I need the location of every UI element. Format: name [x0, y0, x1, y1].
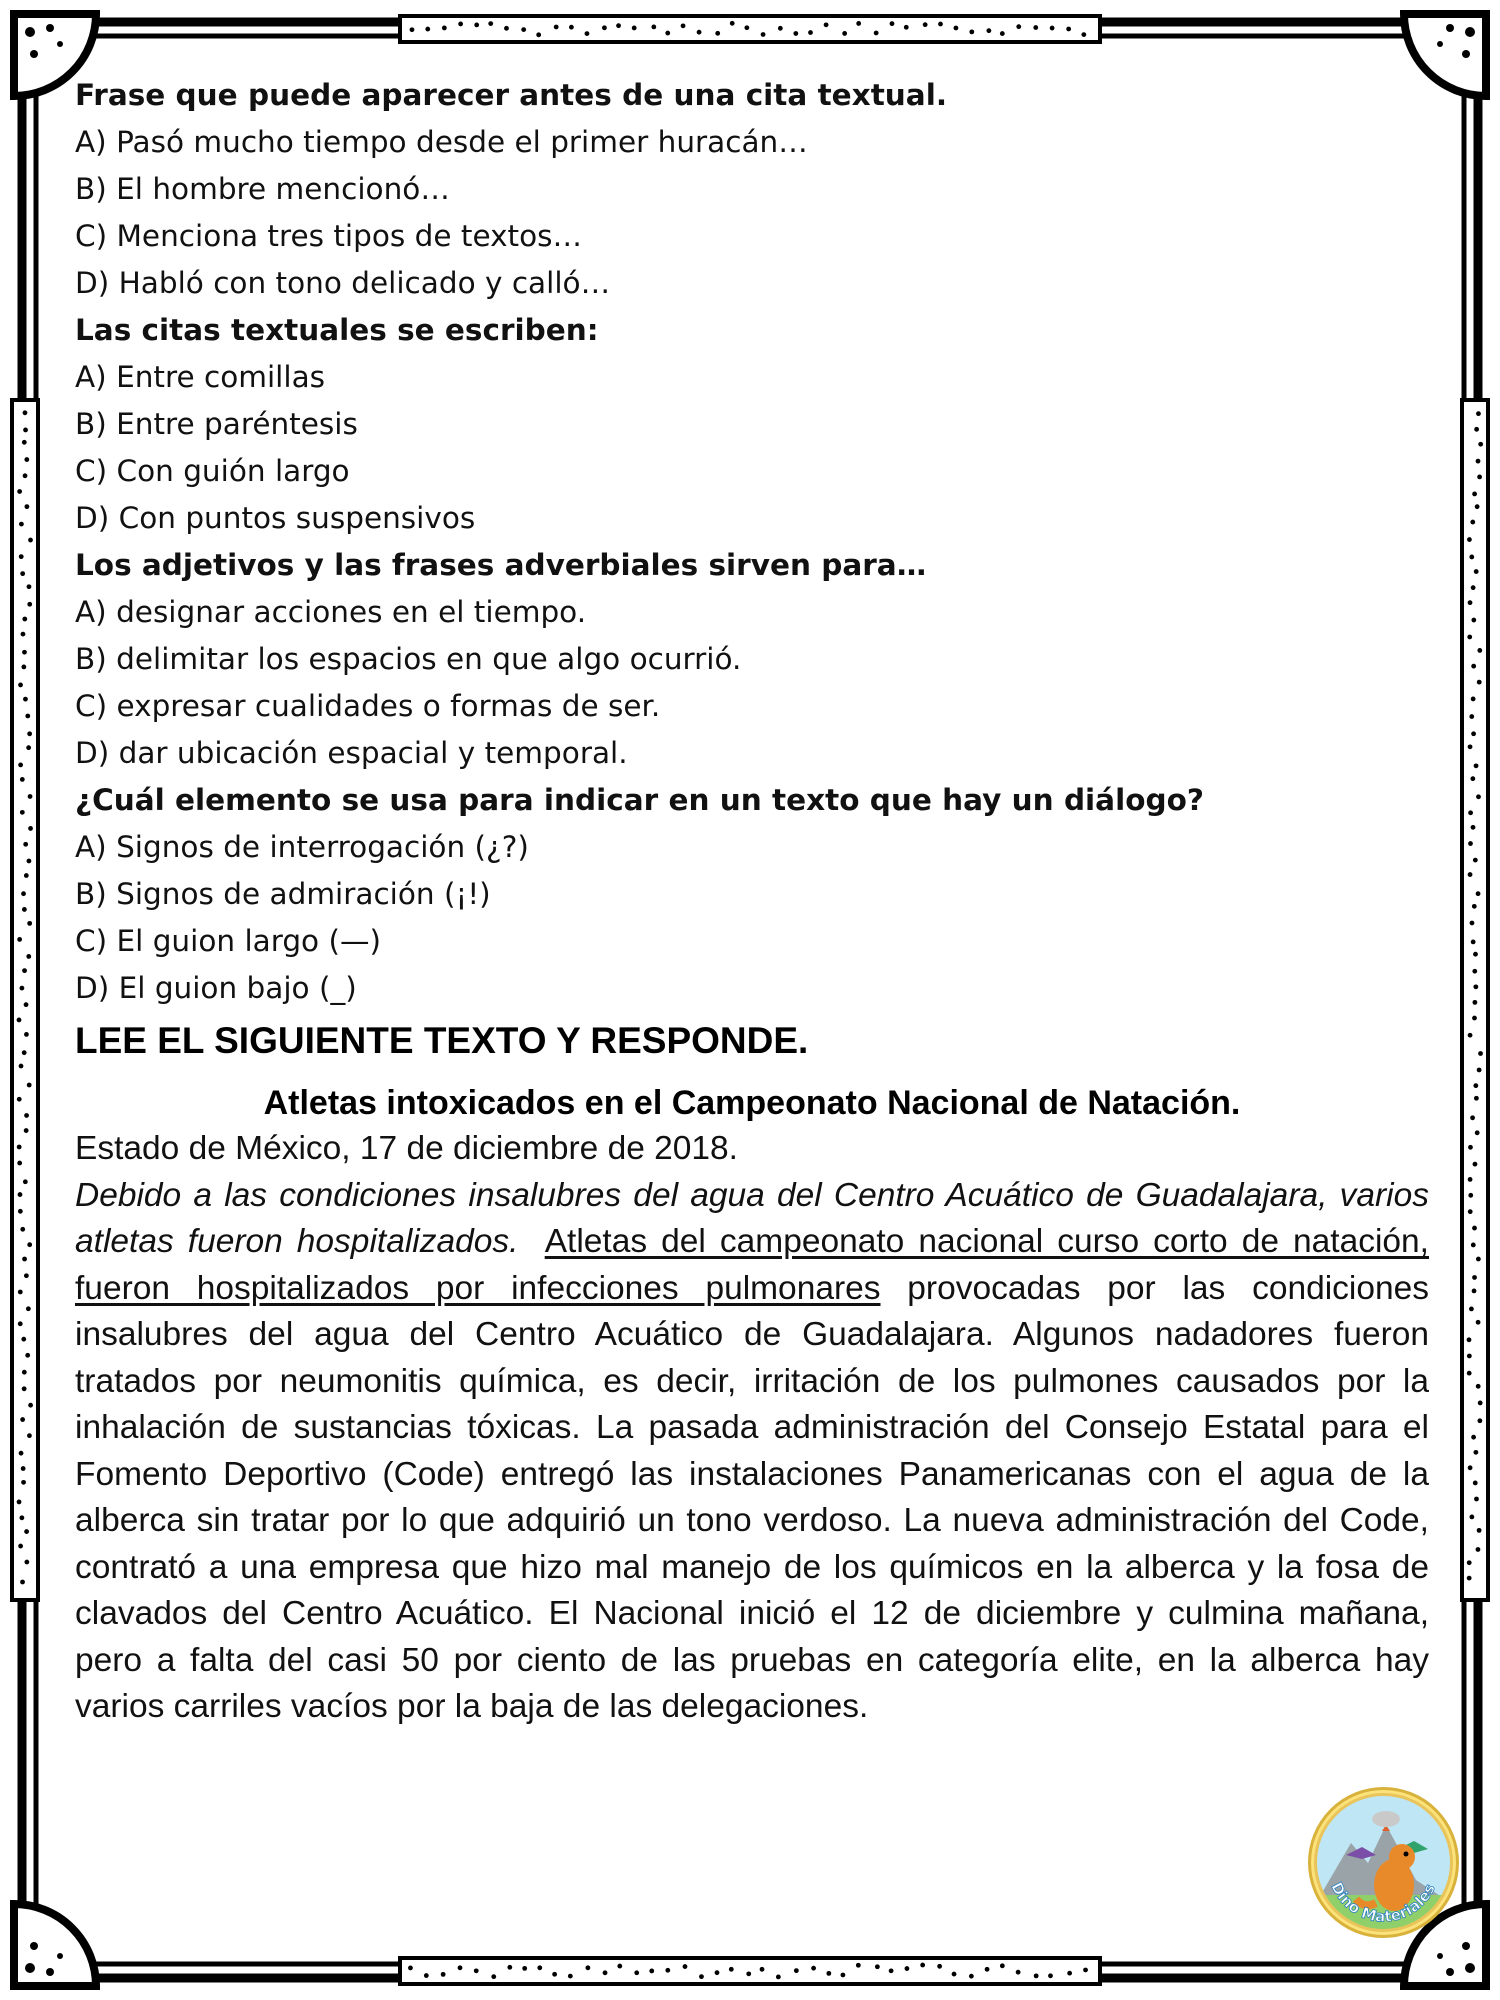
left-dotted-band	[12, 400, 38, 1600]
article-body	[75, 1173, 1429, 1731]
article-title: Atletas intoxicados en el Campeonato Nacional de Natación.	[263, 1084, 1241, 1122]
answer-option: D) El guion bajo (_)	[75, 971, 357, 1005]
worksheet-content	[75, 72, 1429, 1731]
answer-option: B) Signos de admiración (¡!)	[75, 877, 491, 911]
dino-materiales-logo	[1306, 1785, 1461, 1940]
answer-option: A) designar acciones en el tiempo.	[75, 595, 587, 629]
article-lead: Debido a las condiciones insalubres del agua del Centro Acuático de Guadalajara, varios atletas fueron hospitalizados.	[75, 1176, 1429, 1260]
answer-option: B) El hombre mencionó…	[75, 172, 450, 206]
question-prompt: Los adjetivos y las frases adverbiales sirven para…	[75, 548, 927, 582]
corner-ornament-bl	[14, 1904, 96, 1986]
question-1	[75, 72, 1429, 307]
bottom-dotted-band	[400, 1958, 1100, 1984]
question-4	[75, 777, 1429, 1012]
article-body-text: provocadas por las condiciones insalubres del agua del Centro Acuático de Guadalajara. Algunos nadadores fueron tratados por neumonitis química, es decir, irritación de los pulmones causados por la inhalación de sustancias tóxicas. La pasada administración del Consejo Estatal para el Fomento Deportivo (Code) entregó las instalaciones Panamericanas con el agua de la alberca sin tratar por lo que adquirió un tono verdoso. La nueva administración del Code, contrató a una empresa que hizo mal manejo de los químicos en la alberca y la fosa de clavados del Centro Acuático. El Nacional inició el 12 de diciembre y culmina mañana, pero a falta del casi 50 por ciento de las pruebas en categoría elite, en la alberca hay varios carriles vacíos por la baja de las delegaciones.	[75, 1269, 1430, 1725]
answer-option: B) Entre paréntesis	[75, 407, 358, 441]
answer-option: C) expresar cualidades o formas de ser.	[75, 689, 661, 723]
answer-option: C) Con guión largo	[75, 454, 350, 488]
logo-text: Dino Materiales	[1327, 1879, 1439, 1926]
article-dateline: Estado de México, 17 de diciembre de 2018.	[75, 1130, 738, 1167]
answer-option: A) Pasó mucho tiempo desde el primer huracán…	[75, 125, 808, 159]
reading-instruction: LEE EL SIGUIENTE TEXTO Y RESPONDE.	[75, 1020, 809, 1061]
answer-option: A) Signos de interrogación (¿?)	[75, 830, 529, 864]
answer-option: D) Con puntos suspensivos	[75, 501, 476, 535]
answer-option: C) El guion largo (—)	[75, 924, 381, 958]
answer-option: A) Entre comillas	[75, 360, 326, 394]
question-3	[75, 542, 1429, 777]
answer-option: D) dar ubicación espacial y temporal.	[75, 736, 628, 770]
question-prompt: Frase que puede aparecer antes de una cita textual.	[75, 78, 948, 112]
answer-option: B) delimitar los espacios en que algo ocurrió.	[75, 642, 742, 676]
article-underlined-sentence: Atletas del campeonato nacional curso corto de natación, fueron hospitalizados por infecciones pulmonares	[75, 1223, 1429, 1307]
answer-option: C) Menciona tres tipos de textos…	[75, 219, 583, 253]
question-prompt: Las citas textuales se escriben:	[75, 313, 599, 347]
answer-option: D) Habló con tono delicado y calló…	[75, 266, 611, 300]
question-2	[75, 307, 1429, 542]
question-prompt: ¿Cuál elemento se usa para indicar en un texto que hay un diálogo?	[75, 783, 1204, 817]
